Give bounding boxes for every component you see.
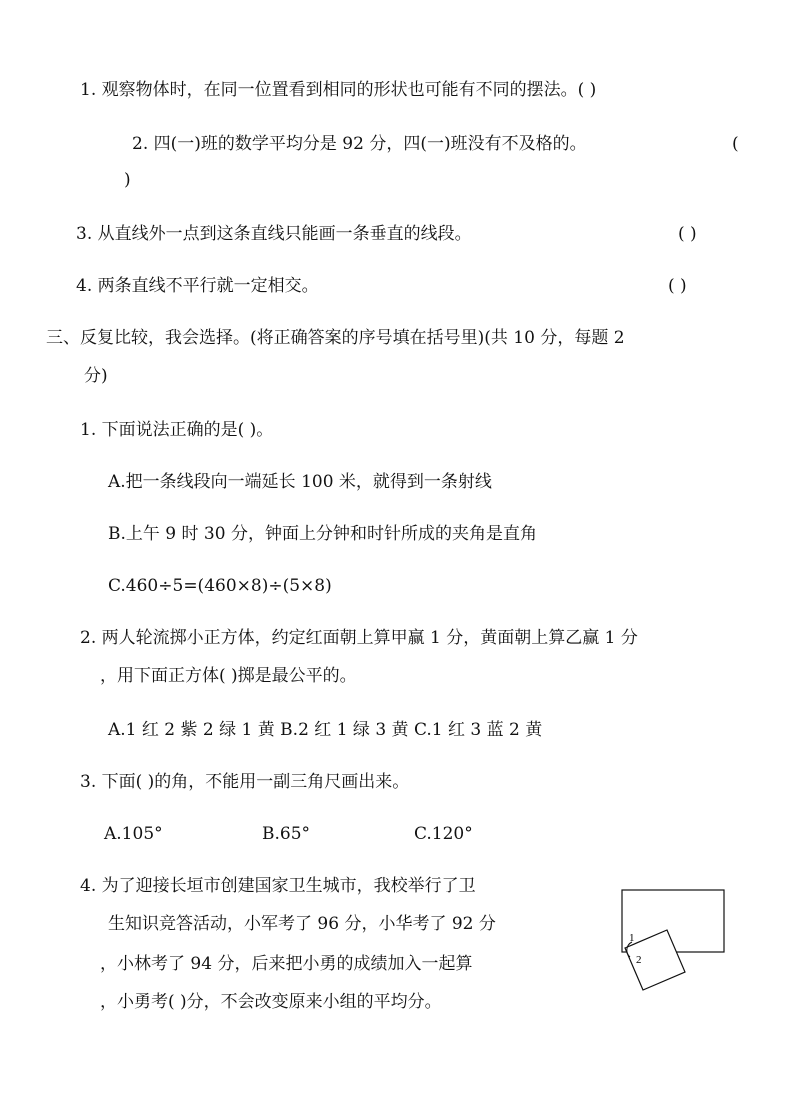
judge-question-3-paren: ( ) [678,224,697,244]
section-3-heading-cont: 分) [84,366,108,386]
choice-question-3-option-a: A.105° [104,824,163,844]
choice-question-3-option-c: C.120° [414,824,473,844]
judge-question-2-paren-open: ( [732,134,739,154]
folded-paper-figure [610,880,740,1000]
choice-question-1: 1. 下面说法正确的是( )。 [80,420,274,440]
choice-question-1-option-a: A.把一条线段向一端延长 100 米，就得到一条射线 [108,472,492,492]
choice-question-2-cont: ，用下面正方体( )掷是最公平的。 [100,666,357,686]
figure-label-2: 2 [636,954,642,966]
section-3-heading: 三、反复比较，我会选择。(将正确答案的序号填在括号里)(共 10 分，每题 2 [46,328,625,348]
judge-question-3: 3. 从直线外一点到这条直线只能画一条垂直的线段。 [76,224,472,244]
choice-question-4-line-3: ，小林考了 94 分，后来把小勇的成绩加入一起算 [100,954,473,974]
choice-question-4-line-2: 生知识竞答活动，小军考了 96 分，小华考了 92 分 [108,914,496,934]
judge-question-4: 4. 两条直线不平行就一定相交。 [76,276,319,296]
choice-question-1-option-c: C.460÷5=(460×8)÷(5×8) [108,576,332,596]
judge-question-4-paren: ( ) [668,276,687,296]
figure-label-1: 1 [629,932,635,944]
judge-question-1: 1. 观察物体时，在同一位置看到相同的形状也可能有不同的摆法。( ) [80,80,597,100]
choice-question-2: 2. 两人轮流掷小正方体，约定红面朝上算甲赢 1 分，黄面朝上算乙赢 1 分 [80,628,638,648]
choice-question-2-options: A.1 红 2 紫 2 绿 1 黄 B.2 红 1 绿 3 黄 C.1 红 3 蓝 2 黄 [108,720,543,740]
judge-question-2: 2. 四(一)班的数学平均分是 92 分，四(一)班没有不及格的。 [132,134,587,154]
choice-question-4-line-4: ，小勇考( )分，不会改变原来小组的平均分。 [100,992,442,1012]
choice-question-4-line-1: 4. 为了迎接长垣市创建国家卫生城市，我校举行了卫 [80,876,476,896]
choice-question-3: 3. 下面( )的角，不能用一副三角尺画出来。 [80,772,410,792]
choice-question-3-option-b: B.65° [262,824,311,844]
judge-question-2-paren-close: ) [124,170,131,190]
choice-question-1-option-b: B.上午 9 时 30 分，钟面上分钟和时针所成的夹角是直角 [108,524,537,544]
